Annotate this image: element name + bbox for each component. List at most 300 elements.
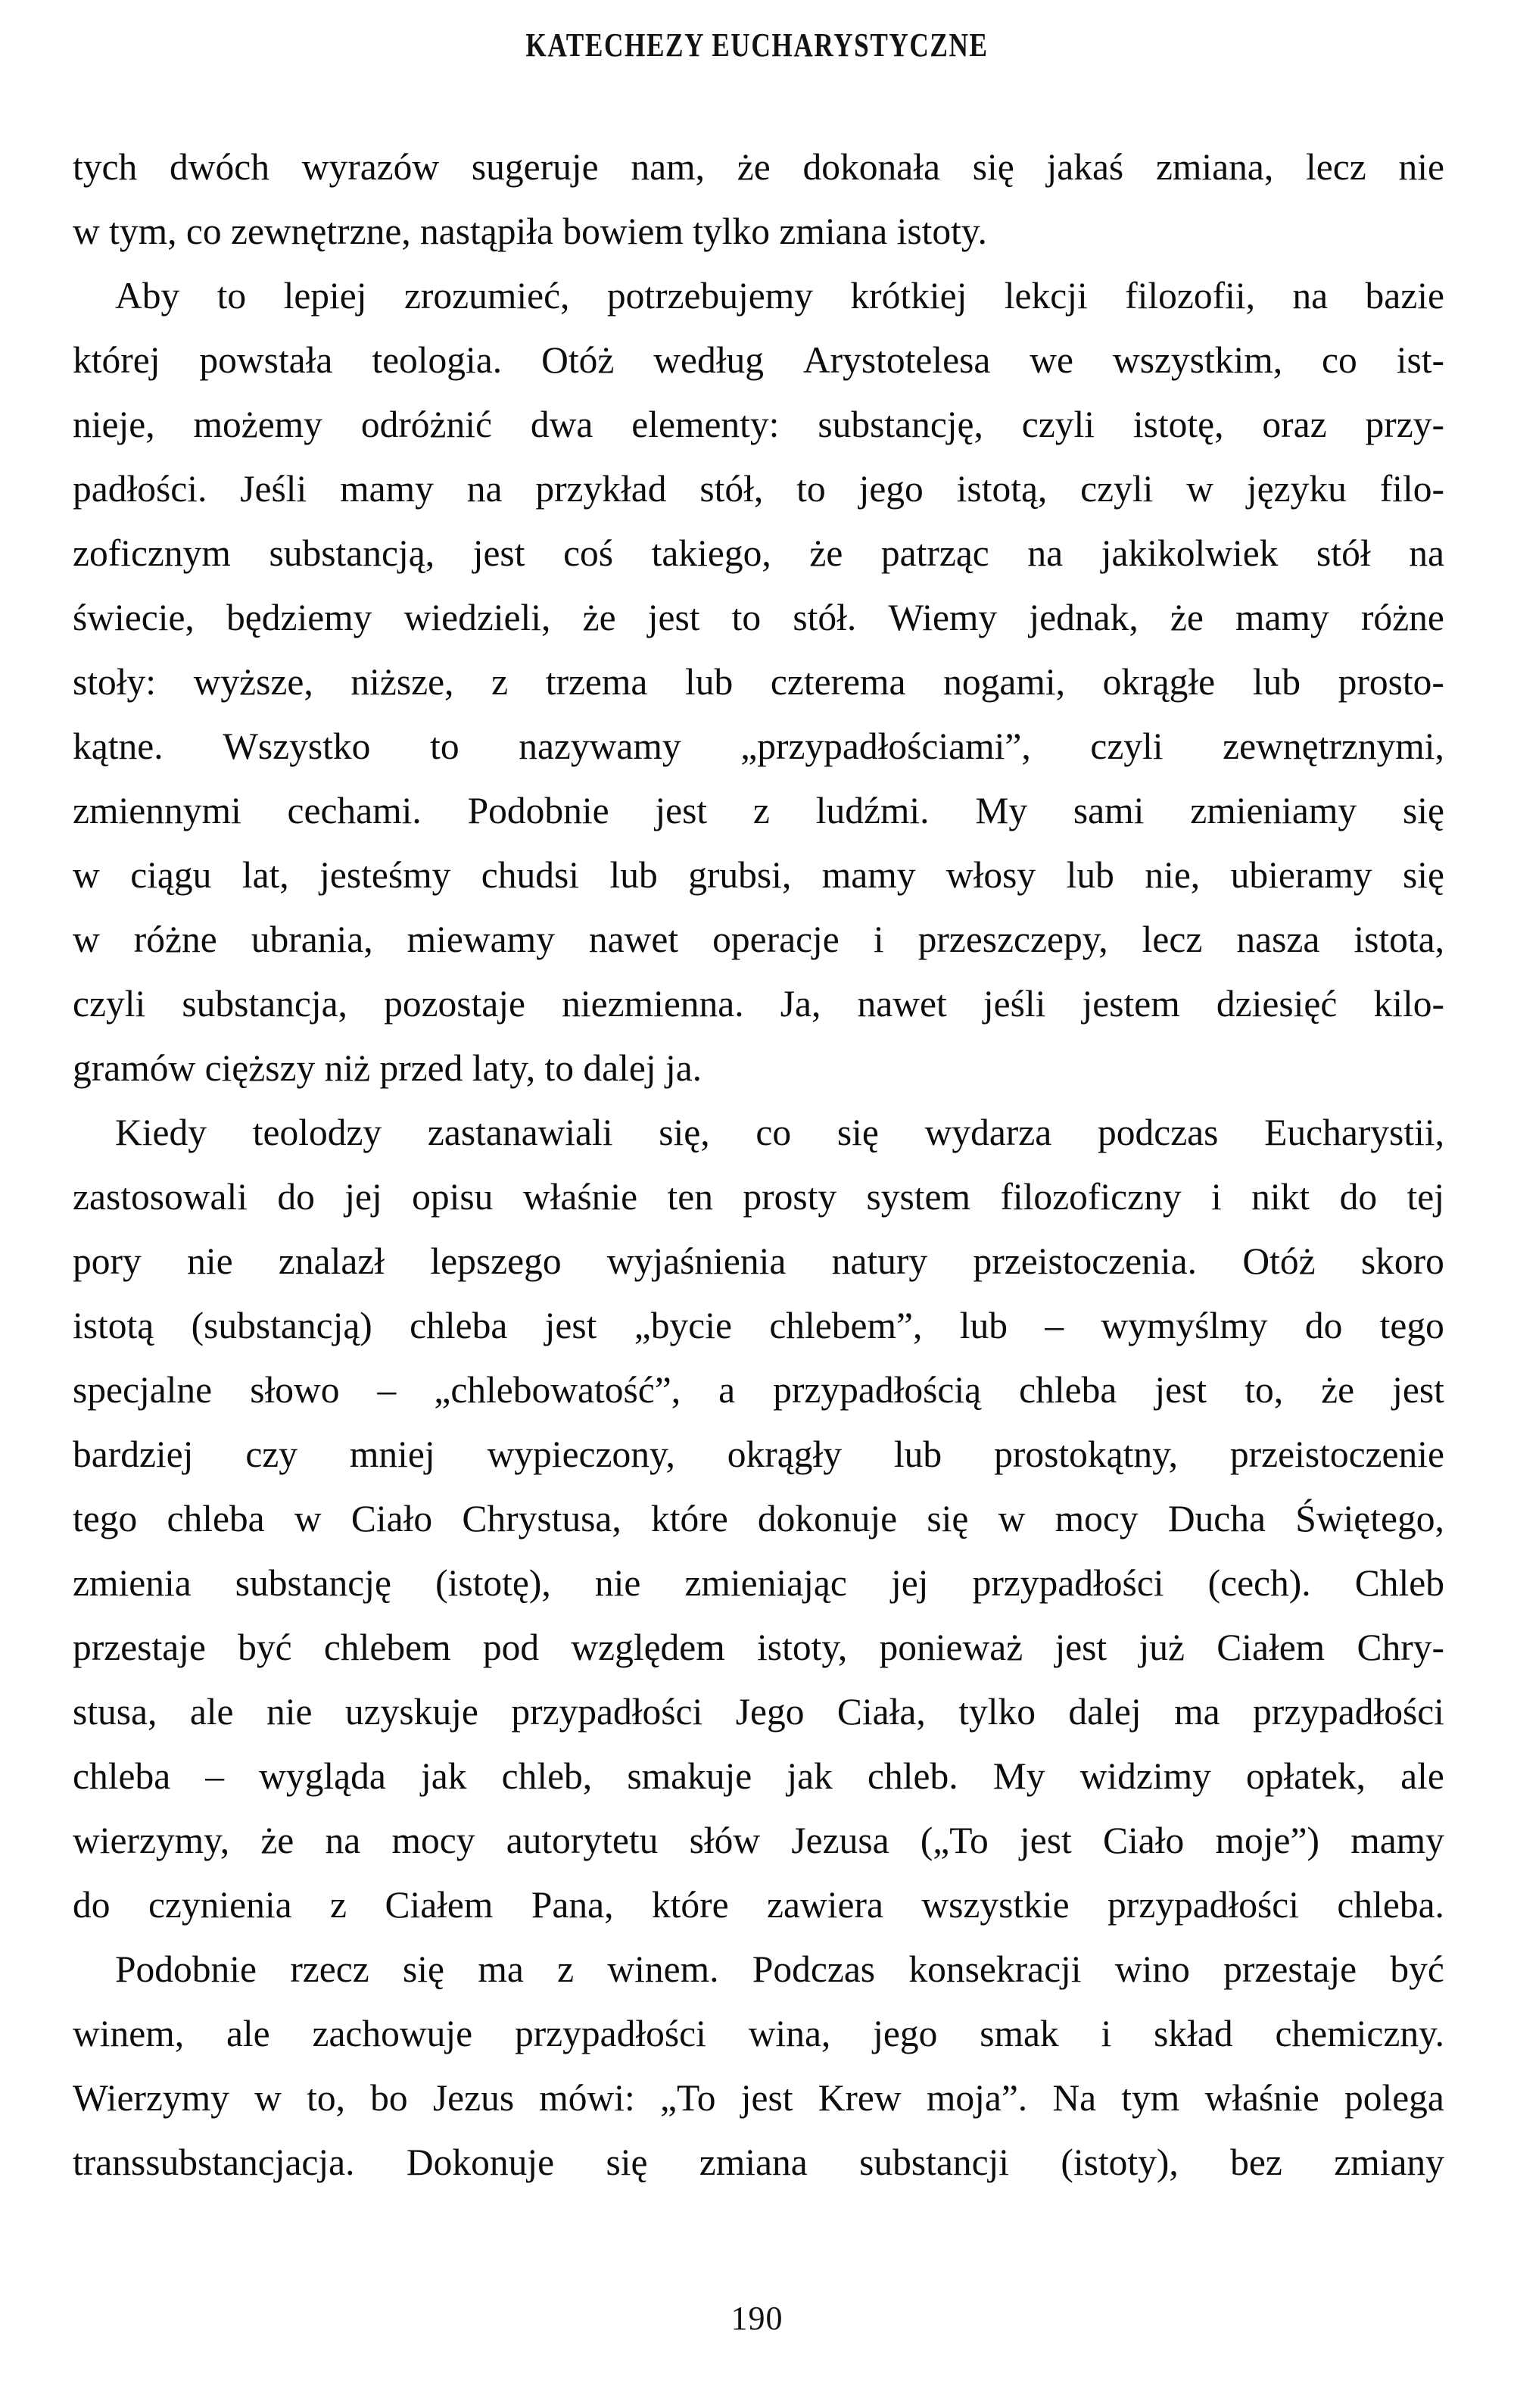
text-line [73,1229,1444,1293]
word: nie [1398,146,1444,188]
word: na [466,468,503,510]
word: Arystotelesa [802,339,991,381]
word: Ciałem [385,1884,494,1926]
word: oraz [1262,404,1327,445]
word: jestem [1082,983,1180,1025]
text-line [73,457,1444,521]
word: lub [685,661,734,703]
word: Otóż [1242,1240,1316,1282]
word: słów [689,1820,761,1861]
text-line [73,1551,1444,1615]
word: wyrazów [301,146,440,188]
word: Wiemy [888,597,998,638]
word: w [294,1498,322,1539]
word: istotą, [956,468,1048,510]
word: że [737,146,771,188]
word: Ja, [780,983,821,1025]
word: że [1170,597,1204,638]
word: ale [226,2013,270,2054]
word: substancja, [182,983,347,1025]
word: jej [344,1176,382,1218]
word: języku [1246,468,1347,510]
word: kątne. [73,725,164,767]
word: Wszystko [223,725,371,767]
word: padłości. [73,468,207,510]
word: teolodzy [252,1112,382,1153]
word: różne [1360,597,1444,638]
word: nie [266,1691,313,1733]
text-line [73,1744,1444,1808]
text-line [73,714,1444,778]
word: Aby [115,275,180,317]
text-line [73,585,1444,650]
word: dokonuje [757,1498,898,1539]
word: jest [1055,1627,1107,1668]
word: ubieramy [1230,854,1372,896]
word: „przypadłościami”, [740,725,1031,767]
word: przypadłości [1107,1884,1299,1926]
word: mamy [340,468,434,510]
paragraph [73,1100,1444,1937]
word: rzecz [290,1948,369,1990]
word: wygląda [259,1755,386,1797]
word: cechami. [287,790,422,831]
word: ciągu [130,854,212,896]
word: że [260,1820,294,1861]
word: Pana, [531,1884,614,1926]
word: co [1322,339,1357,381]
text-line [73,972,1444,1036]
running-head [0,29,1514,62]
word: substancję, [818,404,983,445]
text-line [73,907,1444,972]
word: mamy [1235,597,1329,638]
word: My [992,1755,1045,1797]
word: przeistoczenia. [973,1240,1197,1282]
word: możemy [193,404,322,445]
word: istotę, [1132,404,1224,445]
word: tej [1407,1176,1444,1218]
text-line [73,264,1444,328]
word: właśnie [1204,2077,1319,2119]
word: bez [1230,2141,1282,2183]
word: wymyślmy [1101,1305,1268,1346]
word: tym [1121,2077,1180,2119]
word: wiedzieli, [403,597,551,638]
word: substancją, [269,532,435,574]
word: wszystkie [921,1884,1070,1926]
word: czyli [1021,404,1095,445]
word: ubrania, [251,919,373,960]
word: My [975,790,1028,831]
word: jest [647,597,700,638]
word: jakaś [1046,146,1124,188]
word: Krew [818,2077,902,2119]
word: już [1139,1627,1185,1668]
word: potrzebujemy [606,275,813,317]
word: chleba [1019,1369,1117,1411]
word: które [650,1498,728,1539]
word: sugeruje [471,146,599,188]
word: której [73,339,160,381]
word: ten [667,1176,713,1218]
word: jest [1020,1820,1072,1861]
word: tego [73,1498,138,1539]
word: na [1027,532,1064,574]
word: wypieczony, [487,1433,675,1475]
word: jest [655,790,708,831]
word: jest [544,1305,597,1346]
word: to [731,597,762,638]
word: czy [245,1433,298,1475]
text-line: gramów cięższy niż przed laty, to dalej ja. [73,1047,702,1089]
word: wina, [748,2013,831,2054]
word: Jezus [432,2077,515,2119]
text-line [73,1293,1444,1358]
word: chemiczny. [1275,2013,1444,2054]
word: zmiennymi [73,790,241,831]
word: – [205,1755,225,1797]
text-line [73,135,1444,199]
word: lecz [1142,919,1203,960]
text-line [73,1422,1444,1486]
word: niższe, [350,661,454,703]
word: w [73,854,100,896]
word: przypadłości [511,1691,703,1733]
text-line [73,1808,1444,1873]
word: mamy [1350,1820,1444,1861]
word: (substancją) [191,1305,372,1346]
word: jest [740,2077,793,2119]
word: winem. [607,1948,719,1990]
word: Świętego, [1295,1498,1444,1539]
word: patrząc [880,532,989,574]
word: i [1101,2013,1112,2054]
word: smakuje [627,1755,752,1797]
word: czyli [73,983,146,1025]
word: jesteśmy [319,854,451,896]
word: elementy: [631,404,780,445]
word: wierzymy, [73,1820,230,1861]
word: ma [1174,1691,1220,1733]
word: nogami, [943,661,1065,703]
word: bazie [1365,275,1444,317]
word: być [238,1627,292,1668]
text-line [73,328,1444,392]
word: jej [890,1562,929,1604]
word: chleba [167,1498,265,1539]
word: z [330,1884,347,1926]
word: się [927,1498,969,1539]
word: nazywamy [519,725,681,767]
word: jak [421,1755,467,1797]
word: transsubstancjacja. [73,2141,355,2183]
text-line [73,1680,1444,1744]
word: słowo [250,1369,340,1411]
word: przy- [1365,404,1444,445]
word: przypadłości [514,2013,706,2054]
word: („To [920,1820,989,1861]
word: Ciała, [836,1691,926,1733]
word: się [836,1112,879,1153]
word: wydarza [924,1112,1052,1153]
word: Dokonuje [406,2141,555,2183]
word: przypadłości [1253,1691,1444,1733]
word: to [430,725,459,767]
word: przeistoczenie [1229,1433,1444,1475]
word: chleba [73,1755,171,1797]
word: stół [1316,532,1371,574]
word: pod [482,1627,540,1668]
word: Wierzymy [73,2077,229,2119]
text-line [73,2001,1444,2066]
word: jest [1392,1369,1444,1411]
word: specjalne [73,1369,213,1411]
text-line [73,1165,1444,1229]
word: na [325,1820,361,1861]
word: w [73,919,100,960]
word: do [1339,1176,1378,1218]
word: smak [980,2013,1059,2054]
word: świecie, [73,597,195,638]
word: istota, [1354,919,1444,960]
word: zmienia [73,1562,192,1604]
word: takiego, [651,532,771,574]
word: mniej [349,1433,435,1475]
word: chleb, [501,1755,593,1797]
paragraph [73,264,1444,1100]
word: stół. [793,597,857,638]
word: to, [1245,1369,1284,1411]
word: czyli [1080,468,1154,510]
word: opisu [412,1176,494,1218]
text-line [73,1100,1444,1165]
word: lub [609,854,658,896]
word: stusa, [73,1691,157,1733]
word: Chrystusa, [462,1498,621,1539]
word: przypadłości [972,1562,1164,1604]
word: Ducha [1167,1498,1266,1539]
word: Kiedy [115,1112,207,1153]
word: to [796,468,826,510]
word: odróżnić [360,404,492,445]
word: we [1030,339,1074,381]
word: polega [1344,2077,1444,2119]
word: Podobnie [467,790,609,831]
word: Ciałem [1216,1627,1326,1668]
word: – [377,1369,397,1411]
word: okrągłe [1102,661,1216,703]
word: substancji [859,2141,1010,2183]
word: prosty [743,1176,837,1218]
text-line [73,392,1444,457]
word: czyli [1090,725,1164,767]
word: włosy [945,854,1036,896]
word: przestaje [73,1627,206,1668]
word: moje”) [1215,1820,1319,1861]
word: nie [594,1562,641,1604]
word: różne [133,919,217,960]
text-line [73,778,1444,843]
word: ludźmi. [815,790,930,831]
word: trzema [545,661,648,703]
word: na [1409,532,1444,574]
word: powstała [199,339,333,381]
word: niezmienna. [562,983,744,1025]
word: Chleb [1354,1562,1444,1604]
word: lub [1066,854,1114,896]
word: zmieniając [684,1562,847,1604]
word: wino [1114,1948,1190,1990]
word: „chlebowatość”, [434,1369,681,1411]
word: przypadłością [773,1369,982,1411]
word: Jezusa [791,1820,889,1861]
word: zewnętrznymi, [1223,725,1444,767]
text-line [73,1615,1444,1680]
word: ist- [1396,339,1444,381]
word: lub [1252,661,1301,703]
word: miewamy [407,919,555,960]
word: istoty, [757,1627,848,1668]
word: ale [1400,1755,1444,1797]
word: z [752,790,770,831]
word: przeszczepy, [917,919,1108,960]
word: teologia. [372,339,503,381]
word: z [557,1948,575,1990]
word: dokonała [802,146,940,188]
word: właśnie [522,1176,638,1218]
word: nikt [1251,1176,1310,1218]
word: przykład [535,468,667,510]
word: ale [189,1691,234,1733]
word: Chry- [1357,1627,1444,1668]
word: chlebem”, [769,1305,923,1346]
word: istotą [73,1305,154,1346]
word: do [73,1884,111,1926]
word: i [873,919,884,960]
word: chleb. [868,1755,958,1797]
word: wyjaśnienia [606,1240,787,1282]
word: lat, [241,854,289,896]
word: coś [563,532,614,574]
text-line [73,2130,1444,2194]
word: pory [73,1240,142,1282]
word: Ciało [1103,1820,1185,1861]
word: chleba. [1337,1884,1444,1926]
word: że [809,532,843,574]
word: przestaje [1223,1948,1357,1990]
word: stoły: [73,661,157,703]
word: bo [370,2077,408,2119]
word: prosto- [1338,661,1444,703]
word: skoro [1360,1240,1444,1282]
word: nasza [1236,919,1320,960]
word: zmiana, [1155,146,1274,188]
word: jednak, [1029,597,1139,638]
word: prostokątny, [994,1433,1178,1475]
word: nawet [857,983,947,1025]
word: dwóch [170,146,269,188]
word: się [606,2141,648,2183]
word: czynienia [148,1884,292,1926]
word: zawiera [767,1884,883,1926]
word: nieje, [73,404,155,445]
word: konsekracji [908,1948,1082,1990]
word: lecz [1306,146,1366,188]
word: stół, [699,468,764,510]
word: do [1304,1305,1343,1346]
word: według [653,339,764,381]
word: Na [1052,2077,1097,2119]
word: autorytetu [506,1820,659,1861]
word: mocy [1055,1498,1139,1539]
word: „bycie [634,1305,732,1346]
word: lub [959,1305,1008,1346]
word: jego [858,468,924,510]
word: zachowuje [312,2013,473,2054]
word: pozostaje [384,983,525,1025]
word: w [254,2077,282,2119]
word: zmiana [699,2141,808,2183]
word: Jeśli [240,468,307,510]
word: system [866,1176,971,1218]
word: mocy [391,1820,475,1861]
word: Eucharystii, [1264,1112,1444,1153]
word: lepiej [283,275,367,317]
text-line [73,650,1444,714]
word: winem, [73,2013,185,2054]
word: Ciało [350,1498,433,1539]
word: chleba [410,1305,508,1346]
word: Jego [735,1691,805,1733]
word: filozofii, [1125,275,1255,317]
word: tylko [958,1691,1036,1733]
word: będziemy [226,597,372,638]
word: że [582,597,616,638]
word: dalej [1068,1691,1142,1733]
word: to [217,275,247,317]
text-line [73,521,1444,585]
word: dwa [530,404,593,445]
word: zastanawiali [427,1112,613,1153]
word: co [755,1112,792,1153]
word: widzimy [1079,1755,1211,1797]
word: chlebem [323,1627,451,1668]
word: (istoty), [1061,2141,1179,2183]
word: wyższe, [193,661,313,703]
word: tych [73,146,138,188]
word: bardziej [73,1433,194,1475]
word: się [1402,790,1444,831]
word: a [718,1369,736,1411]
word: jakikolwiek [1101,532,1279,574]
word: podczas [1097,1112,1219,1153]
word: chudsi [481,854,580,896]
text-line [73,1873,1444,1937]
word: na [1292,275,1329,317]
word: zrozumieć, [403,275,570,317]
word: filozoficzny [1000,1176,1182,1218]
word: z [491,661,509,703]
text-line [73,1937,1444,2001]
word: filo- [1379,468,1444,510]
word: to, [307,2077,345,2119]
word: grubsi, [688,854,792,896]
word: mówi: [539,2077,635,2119]
word: zoficznym [73,532,231,574]
word: czterema [770,661,906,703]
page-number: 190 [731,2300,783,2337]
